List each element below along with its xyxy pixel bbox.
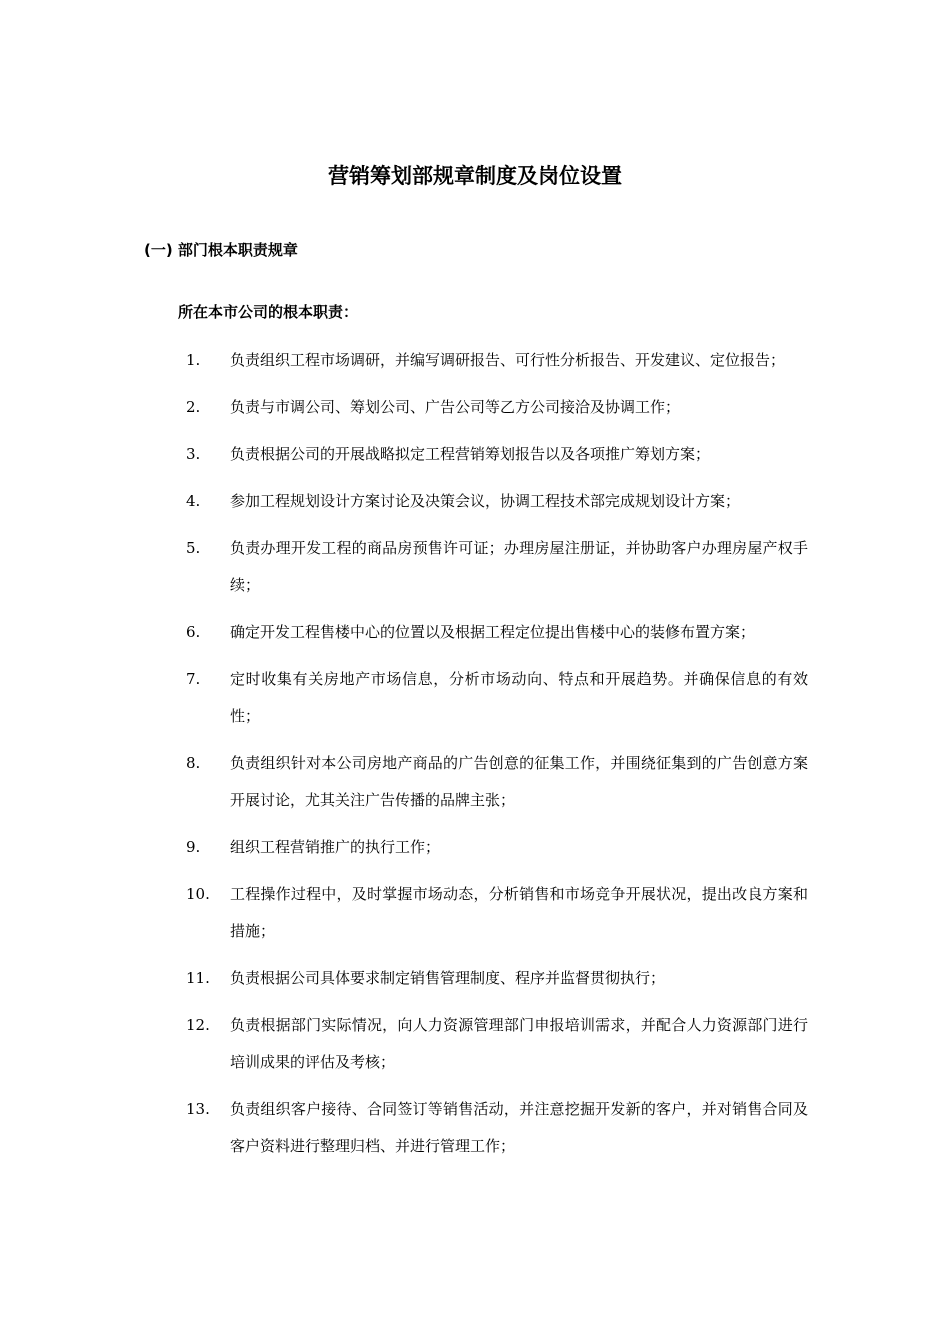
list-item-text: 负责与市调公司、筹划公司、广告公司等乙方公司接洽及协调工作； — [230, 398, 681, 416]
list-item — [0, 1007, 950, 1081]
list-item-text: 组织工程营销推广的执行工作； — [230, 838, 441, 856]
list-item-text: 定时收集有关房地产市场信息，分析市场动向、特点和开展趋势。并确保信息的有效性； — [230, 670, 808, 725]
list-item-number: 2. — [186, 398, 201, 416]
sub-heading: 所在本市公司的根本职责： — [178, 303, 359, 321]
duty-list — [0, 342, 950, 1175]
list-item-text: 负责办理开发工程的商品房预售许可证；办理房屋注册证，并协助客户办理房屋产权手续； — [230, 539, 808, 594]
list-item-number: 12. — [186, 1016, 210, 1034]
list-item — [0, 614, 950, 651]
list-item-text: 负责根据公司具体要求制定销售管理制度、程序并监督贯彻执行； — [230, 969, 666, 987]
list-item-number: 6. — [186, 623, 201, 641]
document-title: 营销筹划部规章制度及岗位设置 — [328, 164, 622, 188]
list-item-number: 4. — [186, 492, 201, 510]
list-item-number: 1. — [186, 351, 201, 369]
list-item — [0, 389, 950, 426]
list-item — [0, 530, 950, 604]
list-item-number: 8. — [186, 754, 201, 772]
list-item-number: 7. — [186, 670, 201, 688]
list-item-text: 负责根据公司的开展战略拟定工程营销筹划报告以及各项推广筹划方案； — [230, 445, 711, 463]
list-item-number: 11. — [186, 969, 210, 987]
list-item-number: 5. — [186, 539, 201, 557]
list-item-text: 参加工程规划设计方案讨论及决策会议，协调工程技术部完成规划设计方案； — [230, 492, 741, 510]
list-item — [0, 960, 950, 997]
list-item-text: 确定开发工程售楼中心的位置以及根据工程定位提出售楼中心的装修布置方案； — [230, 623, 756, 641]
list-item-text: 负责组织工程市场调研，并编写调研报告、可行性分析报告、开发建议、定位报告； — [230, 351, 786, 369]
list-item — [0, 436, 950, 473]
list-item-number: 13. — [186, 1100, 210, 1118]
list-item-text: 负责组织针对本公司房地产商品的广告创意的征集工作，并围绕征集到的广告创意方案开展讨论，尤其关注广告传播的品牌主张； — [230, 754, 808, 809]
list-item — [0, 745, 950, 819]
list-item — [0, 829, 950, 866]
list-item-number: 10. — [186, 885, 210, 903]
list-item — [0, 342, 950, 379]
list-item — [0, 876, 950, 950]
list-item — [0, 661, 950, 735]
list-item-number: 3. — [186, 445, 201, 463]
section-heading: (一) 部门根本职责规章 — [144, 241, 298, 259]
list-item — [0, 483, 950, 520]
list-item-number: 9. — [186, 838, 201, 856]
list-item — [0, 1091, 950, 1165]
list-item-text: 工程操作过程中，及时掌握市场动态，分析销售和市场竞争开展状况，提出改良方案和措施； — [230, 885, 808, 940]
list-item-text: 负责根据部门实际情况，向人力资源管理部门申报培训需求，并配合人力资源部门进行培训成果的评估及考核； — [230, 1016, 808, 1071]
list-item-text: 负责组织客户接待、合同签订等销售活动，并注意挖掘开发新的客户，并对销售合同及客户资料进行整理归档、并进行管理工作； — [230, 1100, 808, 1155]
